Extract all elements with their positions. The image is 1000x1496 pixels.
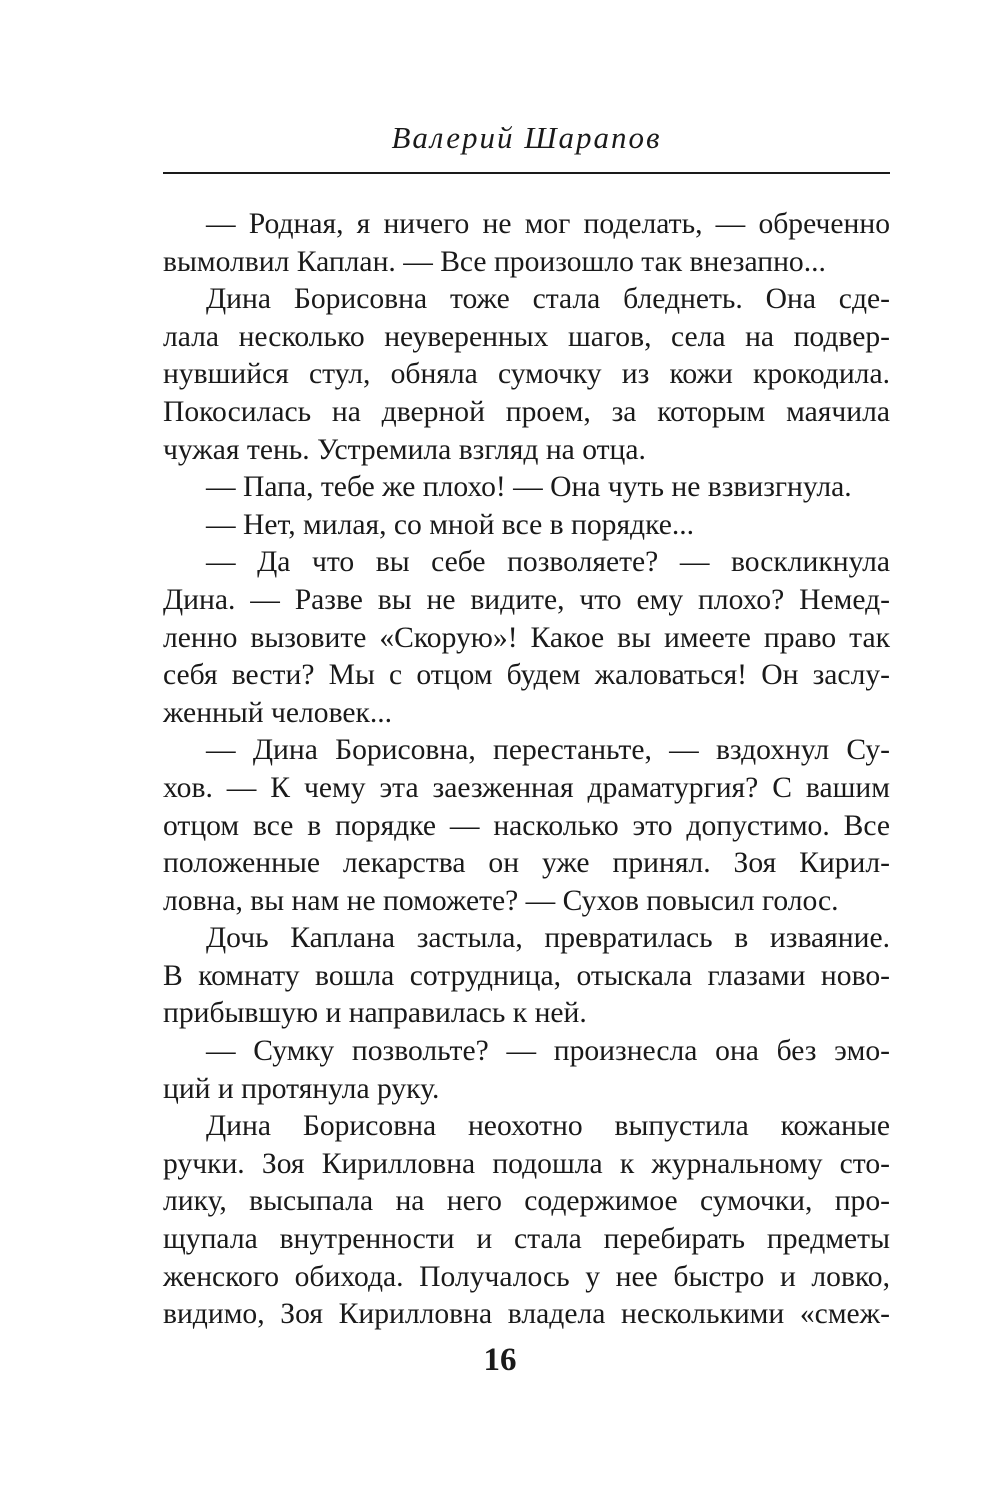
text-line: положенные лекарства он уже принял. Зоя Кирил-: [163, 847, 890, 880]
text-line: Дина. — Разве вы не видите, что ему плохо? Немед-: [163, 583, 890, 616]
text-line: ручки. Зоя Кирилловна подошла к журнальному сто-: [163, 1147, 890, 1180]
text-line: В комнату вошла сотрудница, отыскала глазами ново-: [163, 959, 890, 992]
body-text: [163, 206, 890, 1334]
text-line: ловна, вы нам не поможете? — Сухов повысил голос.: [163, 884, 839, 917]
text-line: женского обихода. Получалось у нее быстро и ловко,: [163, 1260, 890, 1293]
text-line: Покосилась на дверной проем, за которым маячила: [163, 395, 890, 428]
text-line: прибывшую и направилась к ней.: [163, 997, 587, 1030]
running-head-author: Валерий Шарапов: [391, 120, 662, 155]
text-line: щупала внутренности и стала перебирать предметы: [163, 1223, 890, 1256]
text-line: чужая тень. Устремила взгляд на отца.: [163, 433, 646, 466]
header-rule: [163, 172, 890, 174]
text-line: отцом все в порядке — насколько это допустимо. Все: [163, 809, 890, 842]
text-line: Дочь Каплана застыла, превратилась в изваяние.: [206, 922, 890, 955]
text-line: видимо, Зоя Кирилловна владела несколькими «смеж-: [163, 1298, 890, 1331]
text-line: лала несколько неуверенных шагов, села на подвер-: [163, 320, 890, 353]
text-line: — Дина Борисовна, перестаньте, — вздохнул Су-: [206, 734, 890, 767]
text-line: Дина Борисовна тоже стала бледнеть. Она сде-: [206, 283, 890, 316]
text-line: лику, высыпала на него содержимое сумочки, про-: [163, 1185, 890, 1218]
text-line: хов. — К чему эта заезженная драматургия? С вашим: [163, 771, 890, 804]
text-line: — Папа, тебе же плохо! — Она чуть не взвизгнула.: [206, 471, 852, 504]
text-line: — Родная, я ничего не мог поделать, — обреченно: [206, 208, 890, 240]
text-line: — Нет, милая, со мной все в порядке...: [206, 508, 695, 541]
text-line: нувшийся стул, обняла сумочку из кожи крокодила.: [163, 358, 890, 391]
text-line: вымолвил Каплан. — Все произошло так внезапно...: [163, 245, 826, 278]
text-line: ленно вызовите «Скорую»! Какое вы имеете право так: [163, 621, 890, 654]
text-line: Дина Борисовна неохотно выпустила кожаные: [206, 1110, 890, 1143]
text-line: — Сумку позвольте? — произнесла она без эмо-: [206, 1035, 890, 1068]
text-line: себя вести? Мы с отцом будем жаловаться! Он заслу-: [163, 659, 890, 692]
text-line: женный человек...: [163, 696, 393, 729]
text-line: — Да что вы себе позволяете? — воскликнула: [206, 546, 890, 579]
page-number: 16: [483, 1342, 517, 1378]
text-line: ций и протянула руку.: [163, 1072, 440, 1105]
